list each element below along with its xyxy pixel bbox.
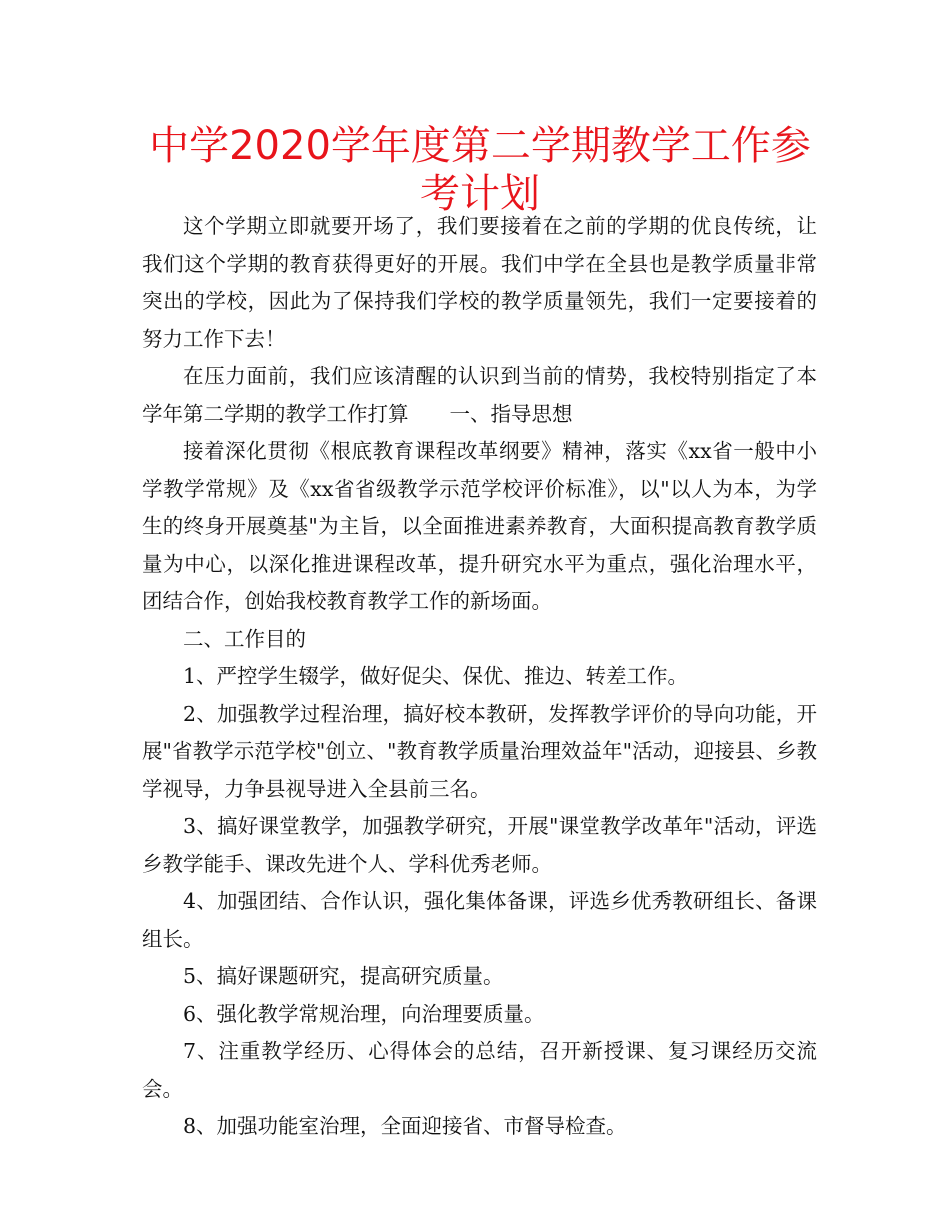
paragraph: 在压力面前，我们应该清醒的认识到当前的情势，我校特别指定了本学年第二学期的教学工作打算 一、指导思想 [142,364,817,426]
list-item: 4、加强团结、合作认识，强化集体备课，评选乡优秀教研组长、备课组长。 [142,889,817,951]
list-item: 5、搞好课题研究，提高研究质量。 [183,964,504,988]
list-item: 3、搞好课堂教学，加强教学研究，开展"课堂教学改革年"活动，评选乡教学能手、课改先进个人、学科优秀老师。 [142,814,817,876]
document-title: 中学2020学年度第二学期教学工作参考计划 [149,123,811,217]
list-item: 6、强化教学常规治理，向治理要质量。 [183,1001,545,1026]
list-item: 2、加强教学过程治理，搞好校本教研，发挥教学评价的导向功能，开展"省教学示范学校"创立、"教育教学质量治理效益年"活动，迎接县、乡教学视导，力争县视导进入全县前三名。 [142,701,817,801]
list-item: 8、加强功能室治理，全面迎接省、市督导检查。 [183,1114,627,1138]
paragraph: 这个学期立即就要开场了，我们要接着在之前的学期的优良传统，让我们这个学期的教育获得更好的开展。我们中学在全县也是教学质量非常突出的学校，因此为了保持我们学校的教学质量领先，我们一定要接着的努力工作下去！ [142,214,817,351]
paragraph: 接着深化贯彻《根底教育课程改革纲要》精神，落实《xx省一般中小学教学常规》及《xx省省级教学示范学校评价标准》，以"以人为本，为学生的终身开展奠基"为主旨，以全面推进素养教育，大面积提高教育教学质量为中心，以深化推进课程改革，提升研究水平为重点，强化治理水平，团结合作，创始我校教育教学工作的新场面。 [142,439,817,613]
document-body [142,208,817,1146]
list-item: 1、严控学生辍学，做好促尖、保优、推边、转差工作。 [183,664,689,688]
list-item: 7、注重教学经历、心得体会的总结，召开新授课、复习课经历交流会。 [142,1039,817,1101]
section-heading: 二、工作目的 [183,626,306,651]
